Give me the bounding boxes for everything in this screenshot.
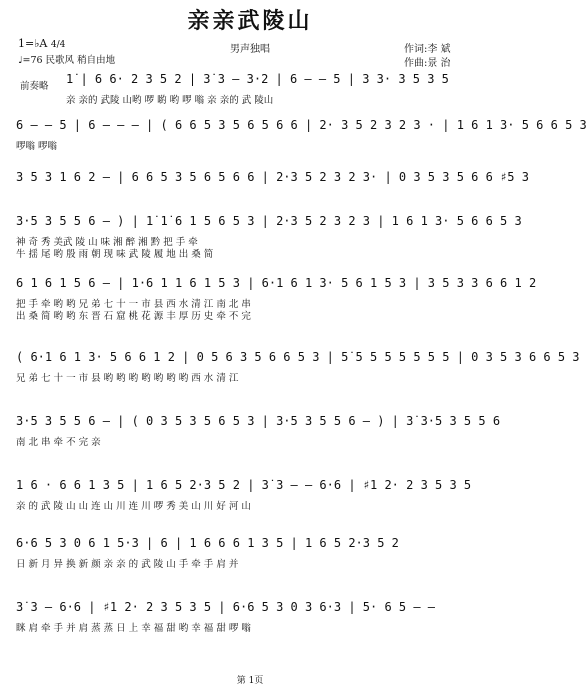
notation-line: 1 6 · 6 6 1 3 5 | 1 6 5 2·3 5 2 | 3̇ 3 — — 6·6 | ♯1 2· 2 3 5 3 5 bbox=[16, 478, 472, 492]
notation-line: 6 — — 5 | 6 — — — | ( 6 6 5 3 5 6 5 6 6 | 2· 3 5 2 3 2 3 · | 1 6 1 3· 5 6 6 5 3 bbox=[16, 118, 587, 132]
score-row bbox=[16, 414, 501, 454]
score-row bbox=[16, 72, 486, 112]
lyric-line: 牛 揺 尾 哟 殷 雨 朝 现 味 武 陵 履 地 出 桑 简 bbox=[16, 249, 214, 260]
score-row bbox=[16, 170, 529, 200]
key-label: 1=♭A bbox=[18, 37, 48, 50]
lyricist-credit: 作词:李 斌 bbox=[404, 44, 451, 55]
song-title: 亲亲武陵山 bbox=[187, 9, 313, 34]
lyric-line: 眯 肩 牵 手 并 肩 蒸 蒸 日 上 幸 福 甜 哟 幸 福 甜 啰 嗡 bbox=[16, 623, 251, 634]
song-subtitle: 男声独唱 bbox=[230, 44, 270, 55]
notation-line: 6 1 6 1 5 6 — | 1·6 1 1 6 1 5 3 | 6·1 6 1 3· 5 6 1 5 3 | 3 5 3 3 6 6 1 2 bbox=[16, 276, 537, 290]
key-signature bbox=[18, 38, 115, 67]
notation-line: 3 5 3 1 6 2 — | 6 6 5 3 5 6 5 6 6 | 2·3 5 2 3 2 3· | 0 3 5 3 5 6 6 ♯5 3 bbox=[16, 170, 529, 184]
time-signature: 4/4 bbox=[50, 40, 66, 50]
notation-line: 3·5 3 5 5 6 — | ( 0 3 5 3 5 6 5 3 | 3·5 3 5 5 6 — ) | 3̇ 3·5 3 5 5 6 bbox=[16, 414, 501, 428]
notation-line: 3·5 3 5 5 6 — ) | 1̇ 1̇ 6 1 5 6 5 3 | 2·3 5 2 3 2 3 | 1 6 1 3· 5 6 6 5 3 bbox=[16, 214, 522, 228]
composer-credit: 作曲:景 治 bbox=[404, 58, 451, 69]
score-row bbox=[16, 214, 522, 264]
notation-line: ( 6·1 6 1 3· 5 6 6 1 2 | 0 5 6 3 5 6 6 5 3 | 5̇ 5 5 5 5 5 5 5 | 0 3 5 3 6 6 5 3 bbox=[16, 350, 580, 364]
score-row bbox=[16, 600, 486, 640]
lyric-line: 把 手 牵 哟 哟 兄 弟 七 十 一 市 县 西 水 清 江 南 北 串 bbox=[16, 299, 251, 310]
notation-line: 1̇ | 6 6· 2 3 5 2 | 3̇ 3 — 3·2 | 6 — — 5 | 3 3· 3 5 3 5 bbox=[66, 72, 449, 86]
lyric-line: 兄 弟 七 十 一 市 县 哟 哟 哟 哟 哟 哟 哟 西 水 清 江 bbox=[16, 373, 239, 384]
prelude-marking: 前奏略 bbox=[20, 81, 49, 92]
lyric-line: 神 奇 秀 美武 陵 山 味 湘 醉 湘 黔 把 手 牵 bbox=[16, 237, 198, 248]
score-row bbox=[16, 350, 580, 390]
lyric-line: 日 新 月 异 换 新 颜 亲 亲 的 武 陵 山 手 牵 手 肩 并 bbox=[16, 559, 239, 570]
lyric-line: 南 北 串 牵 不 完 亲 bbox=[16, 437, 101, 448]
notation-line: 6·6 5 3 0 6 1 5·3 | 6 | 1 6 6 6 1 3 5 | 1 6 5 2·3 5 2 bbox=[16, 536, 399, 550]
notation-line: 3̇ 3 — 6·6 | ♯1 2· 2 3 5 3 5 | 6·6 5 3 0 3 6·3 | 5· 6 5 — — bbox=[16, 600, 436, 614]
score-row bbox=[16, 118, 587, 158]
lyric-line: 亲 亲的 武陵 山哟 啰 喲 哟 啰 嗡 亲 亲的 武 陵山 bbox=[66, 95, 274, 106]
score-row bbox=[16, 478, 486, 518]
lyric-line: 亲 的 武 陵 山 山 连 山 川 连 川 啰 秀 美 山 川 好 河 山 bbox=[16, 501, 251, 512]
lyric-line: 出 桑 简 哟 哟 东 晋 石 窟 桃 花 源 丰 厚 历 史 牵 不 完 bbox=[16, 311, 251, 322]
lyric-line: 啰嗡 啰嗡 bbox=[16, 141, 58, 152]
page-number: 第 1页 bbox=[236, 676, 264, 686]
score-row bbox=[16, 276, 537, 326]
tempo-marking: ♩=76 民歌风 稍自由地 bbox=[18, 55, 116, 66]
score-row bbox=[16, 536, 486, 576]
